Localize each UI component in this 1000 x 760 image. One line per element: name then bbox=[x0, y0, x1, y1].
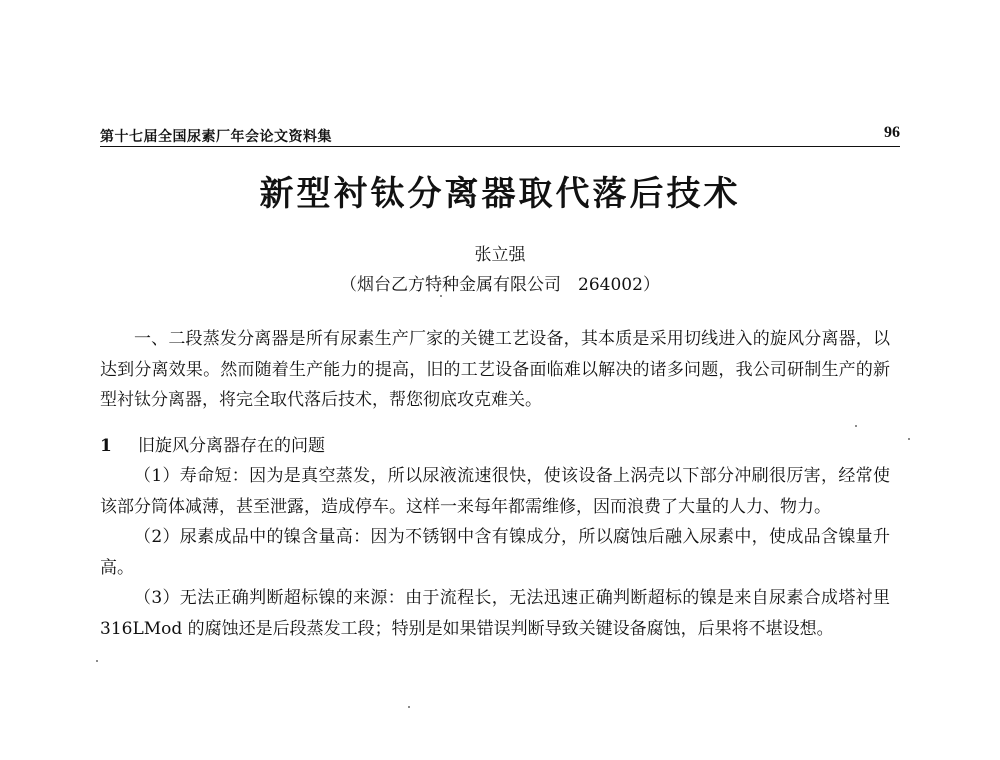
intro-paragraph: 一、二段蒸发分离器是所有尿素生产厂家的关键工艺设备，其本质是采用切线进入的旋风分离器，以达到分离效果。然而随着生产能力的提高，旧的工艺设备面临难以解决的诸多问题，我公司研制生产的新型衬钛分离器，将完全取代落后技术，帮您彻底攻克难关。 bbox=[100, 329, 890, 410]
scan-speck bbox=[96, 660, 98, 662]
header-divider bbox=[100, 146, 900, 147]
page-number: 96 bbox=[884, 124, 900, 141]
author-name: 张立强 bbox=[474, 245, 526, 265]
section-heading bbox=[100, 431, 890, 462]
section-title: 旧旋风分离器存在的问题 bbox=[138, 435, 325, 456]
scan-speck bbox=[908, 438, 910, 440]
list-item: （3）无法正确判断超标镍的来源：由于流程长，无法迅速正确判断超标的镍是来自尿素合成塔衬里 316LMod 的腐蚀还是后段蒸发工段；特别是如果错误判断导致关键设备腐蚀，后果将不堪设想。 bbox=[100, 588, 890, 639]
running-header bbox=[100, 122, 900, 148]
list-item: （1）寿命短：因为是真空蒸发，所以尿液流速很快，使该设备上涡壳以下部分冲刷很厉害，经常使该部分筒体减薄，甚至泄露，造成停车。这样一来每年都需维修，因而浪费了大量的人力、物力。 bbox=[100, 466, 890, 517]
article-title: 新型衬钛分离器取代落后技术 bbox=[259, 174, 741, 214]
journal-title: 第十七届全国尿素厂年会论文资料集 bbox=[100, 129, 332, 145]
scan-speck bbox=[440, 295, 442, 297]
list-item: （2）尿素成品中的镍含量高：因为不锈钢中含有镍成分，所以腐蚀后融入尿素中，使成品含镍量升高。 bbox=[100, 527, 890, 578]
scan-speck bbox=[408, 706, 410, 708]
section-number: 1 bbox=[100, 435, 112, 456]
article-body bbox=[100, 324, 890, 644]
scan-speck bbox=[855, 425, 857, 427]
author-affiliation: （烟台乙方特种金属有限公司 264002） bbox=[340, 275, 660, 295]
